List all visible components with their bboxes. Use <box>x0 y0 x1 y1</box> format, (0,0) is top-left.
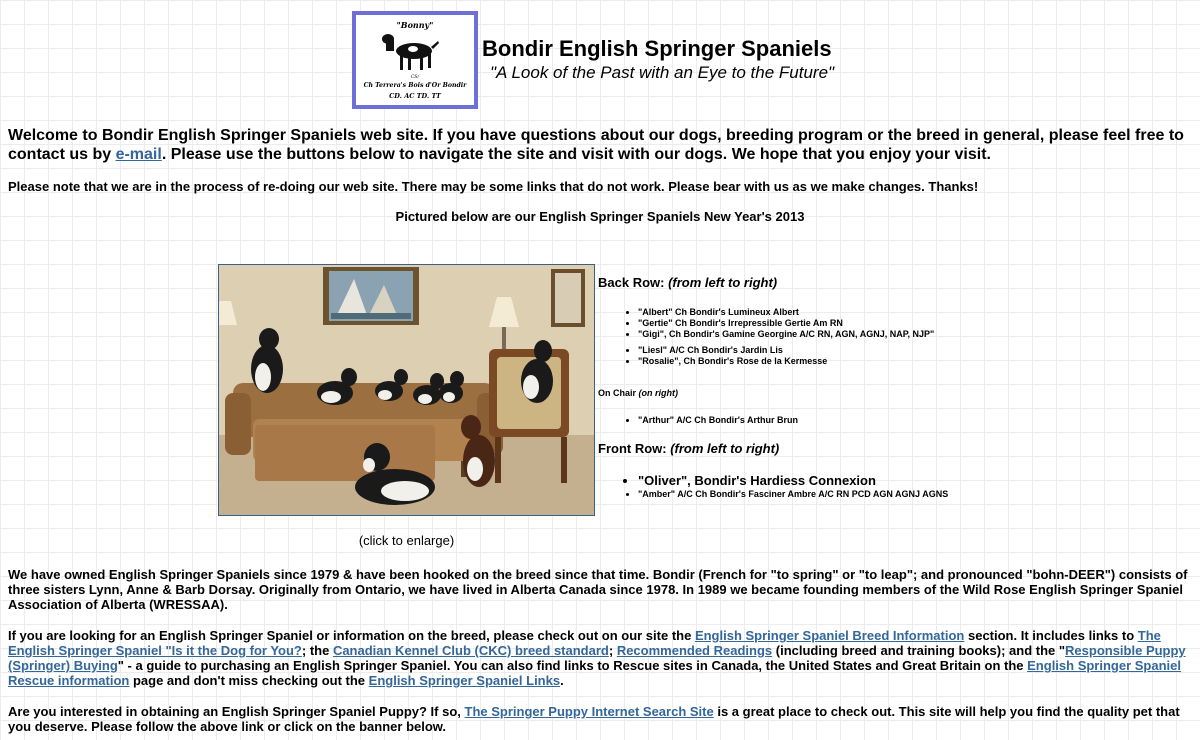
front-row-list <box>624 473 948 500</box>
breed-information-link[interactable]: English Springer Spaniel Breed Information <box>694 628 965 643</box>
info-text: (including breed and training books); and the " <box>772 643 1066 658</box>
rescue-information-link[interactable]: English Springer Spaniel Rescue information <box>8 658 1182 688</box>
welcome-paragraph <box>8 126 1194 164</box>
list-item: • "Rosalie", Ch Bondir's Rose de la Kermesse <box>638 356 934 367</box>
springer-silhouette-icon <box>382 34 439 70</box>
welcome-text-1: Welcome to Bondir English Springer Spaniels web site. If you have questions about our dogs, breeding program or the breed in general, please feel free to contact us by <box>8 127 1184 163</box>
about-paragraph: We have owned English Springer Spaniels since 1979 & have been hooked on the breed since that time. Bondir (French for "to spring" or "to leap"; and pronounced "bohn-DEER") consists of three sisters Lynn, Anne & Barb Dorsay. Originally from Ontario, we have lived in Alberta Canada since 1978. In 1989 we became founding members of the Wild Rose English Springer Spaniel Association of Alberta (WRESSAA). <box>8 567 1188 612</box>
puppy-text: is a great place to check out. This site will help you find the quality pet that you deserve. Please follow the above link or click on the banner below. <box>8 704 1180 734</box>
logo-line2: CD. AC TD. TT <box>389 92 441 100</box>
list-item: • "Gigi", Ch Bondir's Gamine Georgine A/C RN, AGN, AGNJ, NAP, NJP" <box>638 329 934 340</box>
puppy-paragraph <box>8 704 1194 734</box>
pictured-heading: Pictured below are our English Springer Spaniels New Year's 2013 <box>395 209 805 224</box>
logo-dog-name: "Bonny" <box>396 20 434 30</box>
ckc-breed-standard-link[interactable]: Canadian Kennel Club (CKC) breed standard <box>332 643 609 658</box>
list-item: • "Gertie" Ch Bondir's Irrepressible Gertie Am RN <box>638 318 934 329</box>
site-title: Bondir English Springer Spaniels <box>482 36 832 61</box>
chair-list <box>624 415 798 426</box>
logo-sub-tag: CS/ <box>410 75 420 80</box>
is-it-the-dog-for-you-link[interactable]: The English Springer Spaniel "Is it the Dog for You? <box>8 628 1161 658</box>
list-item: • "Liesl" A/C Ch Bondir's Jardin Lis <box>638 345 934 356</box>
puppy-search-site-link[interactable]: The Springer Puppy Internet Search Site <box>464 704 714 719</box>
dog-group-photo[interactable] <box>218 264 595 516</box>
site-tagline: "A Look of the Past with an Eye to the Future" <box>490 63 835 82</box>
responsible-puppy-buying-link[interactable]: Responsible Puppy (Springer) Buying <box>8 643 1186 673</box>
breed-info-paragraph <box>8 628 1194 688</box>
kennel-logo <box>352 11 478 109</box>
info-text: . <box>560 673 564 688</box>
chair-label: On Chair <box>598 388 637 398</box>
photo-caption: (click to enlarge) <box>358 533 455 548</box>
info-text: ; the <box>301 643 333 658</box>
front-row-heading <box>598 441 779 456</box>
list-item: • "Amber" A/C Ch Bondir's Fasciner Ambre A/C RN PCD AGN AGNJ AGNS <box>638 489 948 500</box>
back-row-label: Back Row: <box>598 275 665 290</box>
info-text: ; <box>608 643 617 658</box>
springer-links-link[interactable]: English Springer Spaniel Links <box>368 673 561 688</box>
info-text: If you are looking for an English Springer Spaniel or information on the breed, please check out on our site the <box>8 628 695 643</box>
welcome-text-2: . Please use the buttons below to navigate the site and visit with our dogs. We hope that you enjoy your visit. <box>161 146 991 163</box>
back-row-note: (from left to right) <box>668 275 778 290</box>
front-row-label: Front Row: <box>598 441 667 456</box>
list-item: • "Oliver", Bondir's Hardiess Connexion <box>638 473 948 489</box>
recommended-readings-link[interactable]: Recommended Readings <box>616 643 773 658</box>
back-row-list <box>624 307 934 367</box>
logo-line1: Ch Terrera's Bois d'Or Bondir <box>363 82 467 89</box>
site-notice: Please note that we are in the process of re-doing our web site. There may be some links that do not work. Please bear with us as we make changes. Thanks! <box>8 179 979 194</box>
info-text: page and don't miss checking out the <box>129 673 369 688</box>
list-item: • "Albert" Ch Bondir's Lumineux Albert <box>638 307 934 318</box>
chair-heading <box>598 388 678 398</box>
email-link[interactable]: e-mail <box>115 146 162 163</box>
info-text: " - a guide to purchasing an English Springer Spaniel. You can also find links to Rescue sites in Canada, the United States and Great Britain on the <box>117 658 1028 673</box>
list-item: • "Arthur" A/C Ch Bondir's Arthur Brun <box>638 415 798 426</box>
front-row-note: (from left to right) <box>670 441 780 456</box>
back-row-heading <box>598 275 777 290</box>
chair-note: (on right) <box>638 388 679 398</box>
info-text: section. It includes links to <box>964 628 1138 643</box>
puppy-text: Are you interested in obtaining an English Springer Spaniel Puppy? If so, <box>8 704 465 719</box>
